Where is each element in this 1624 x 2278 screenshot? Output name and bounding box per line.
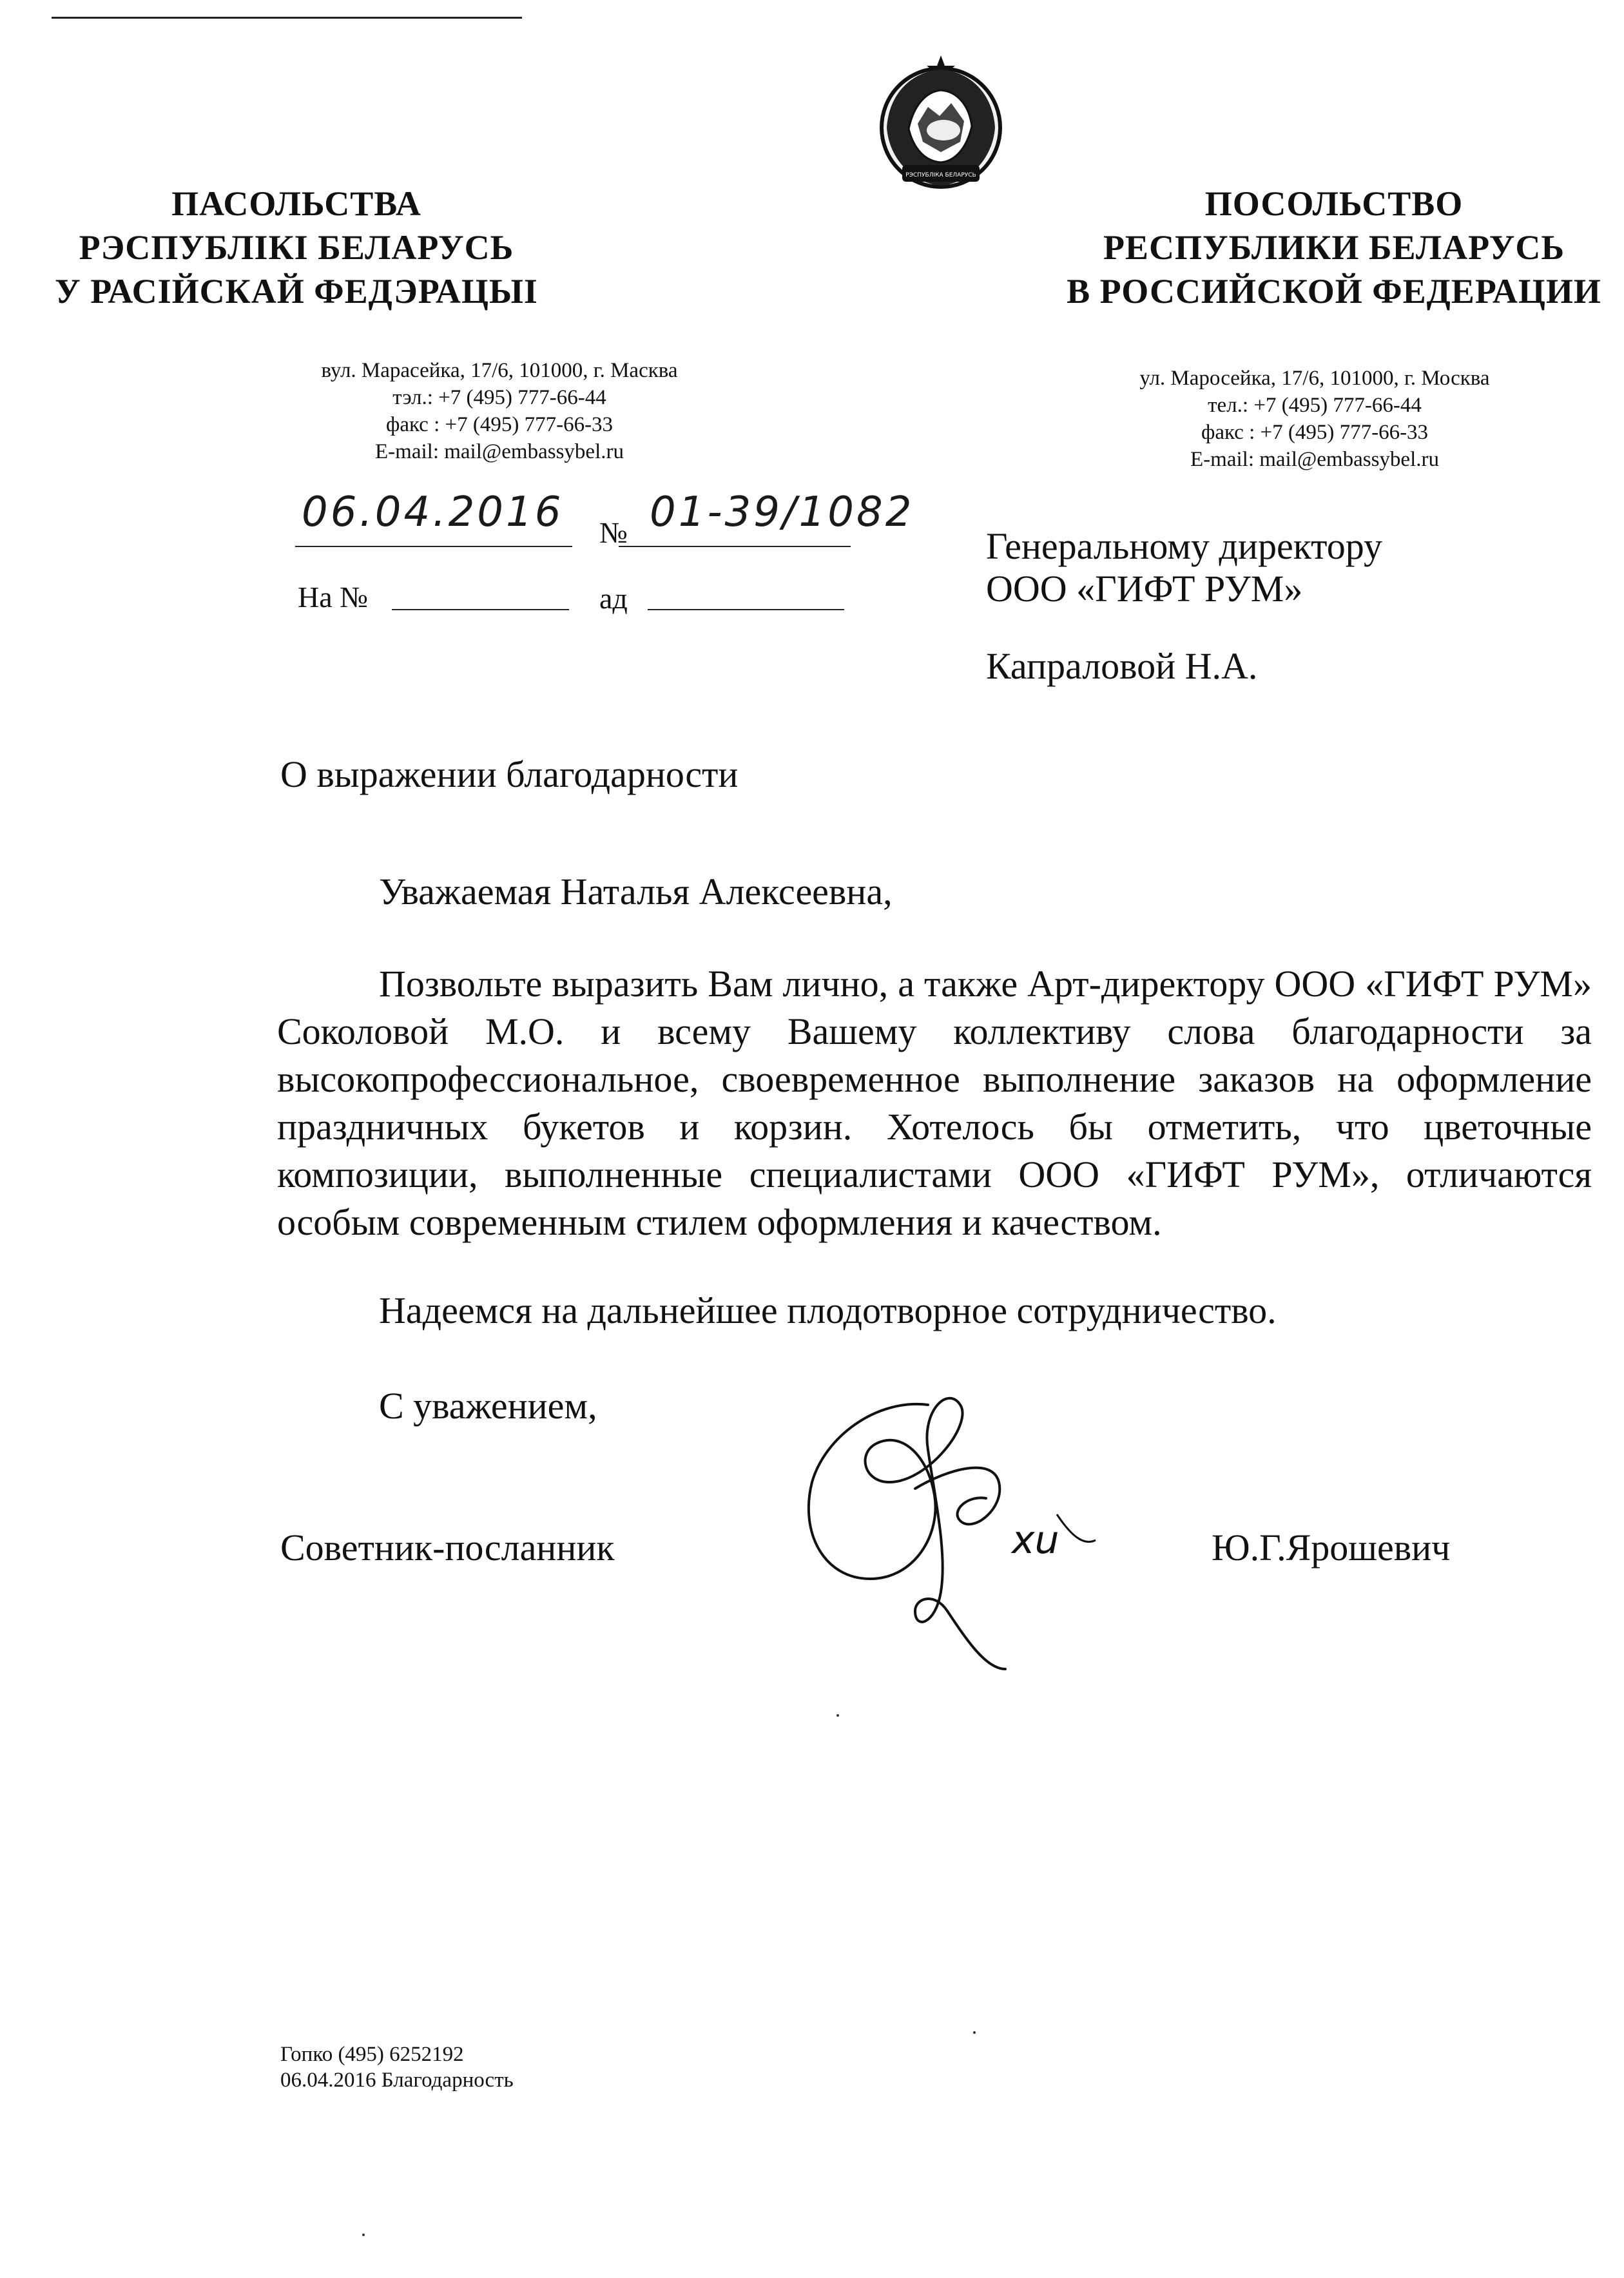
reply-to-label: На № (298, 581, 369, 613)
reply-to-underline (392, 609, 569, 610)
number-sign: № (599, 516, 628, 549)
footer-line2: 06.04.2016 Благодарность (280, 2069, 514, 2092)
address-block-ru (1089, 365, 1540, 473)
addressee (986, 525, 1382, 610)
handwritten-signature (780, 1385, 1141, 1688)
org-title-ru-line3: В РОССИЙСКОЙ ФЕДЕРАЦИИ (1067, 272, 1601, 311)
top-rule (52, 17, 522, 19)
org-title-ru-line1: ПОСОЛЬСТВО (1204, 184, 1464, 223)
org-title-ru (1025, 182, 1624, 313)
address-ru: ул. Маросейка, 17/6, 101000, г. Москва (1139, 367, 1490, 390)
svg-text:РЭСПУБЛІКА БЕЛАРУСЬ: РЭСПУБЛІКА БЕЛАРУСЬ (905, 172, 976, 179)
org-title-by-line3: У РАСІЙСКАЙ ФЕДЭРАЦЫІ (55, 272, 538, 311)
footer-line1: Гопко (495) 6252192 (280, 2043, 464, 2066)
address-by: вул. Марасейка, 17/6, 101000, г. Масква (321, 359, 678, 382)
from-label: ад (599, 582, 628, 615)
from-underline (648, 609, 844, 610)
scan-speck (362, 2234, 365, 2236)
scan-speck (836, 1714, 839, 1717)
body-paragraph-1: Позвольте выразить Вам лично, а также Арт-директору ООО «ГИФТ РУМ» Соколовой М.О. и всему Вашему коллективу слова благодарности за высокопрофессиональное, своевременное выполнение заказов на оформление праздничных букетов и корзин. Хотелось бы отметить, что цветочные композиции, выполненные специалистами ООО «ГИФТ РУМ», отличаются особым современным стилем оформления и качеством. (277, 963, 1592, 1243)
closing: С уважением, (379, 1385, 597, 1427)
signer-position: Советник-посланник (280, 1527, 615, 1569)
email-ru: E-mail: mail@embassybel.ru (1190, 448, 1439, 471)
salutation: Уважаемая Наталья Алексеевна, (379, 871, 893, 912)
scan-speck (973, 2031, 976, 2034)
registration-number: 01-39/1082 (650, 488, 914, 536)
phone-by: тэл.: +7 (495) 777-66-44 (392, 386, 606, 409)
email-by: E-mail: mail@embassybel.ru (375, 440, 624, 463)
state-emblem-icon (864, 52, 1018, 200)
registration-date: 06.04.2016 (302, 488, 564, 536)
phone-ru: тел.: +7 (495) 777-66-44 (1208, 394, 1422, 417)
letter-subject: О выражении благодарности (280, 753, 739, 795)
body-paragraph-2: Надеемся на дальнейшее плодотворное сотрудничество. (379, 1289, 1277, 1331)
date-underline (295, 546, 572, 547)
org-title-by-line2: РЭСПУБЛІКІ БЕЛАРУСЬ (79, 228, 514, 267)
footer-note (280, 2042, 514, 2093)
fax-by: факс : +7 (495) 777-66-33 (385, 413, 614, 436)
signer-name: Ю.Г.Ярошевич (1212, 1527, 1451, 1569)
addressee-line1: Генеральному директору (986, 525, 1382, 567)
org-title-ru-line2: РЕСПУБЛИКИ БЕЛАРУСЬ (1103, 228, 1565, 267)
address-block-by (258, 357, 741, 465)
addressee-line2: ООО «ГИФТ РУМ» (986, 568, 1303, 610)
org-title-by (0, 182, 651, 313)
org-title-by-line1: ПАСОЛЬСТВА (171, 184, 421, 223)
fax-ru: факс : +7 (495) 777-66-33 (1201, 421, 1429, 444)
svg-text:xu: xu (1012, 1518, 1059, 1563)
number-underline (619, 546, 851, 547)
addressee-name: Капраловой Н.А. (986, 645, 1258, 687)
